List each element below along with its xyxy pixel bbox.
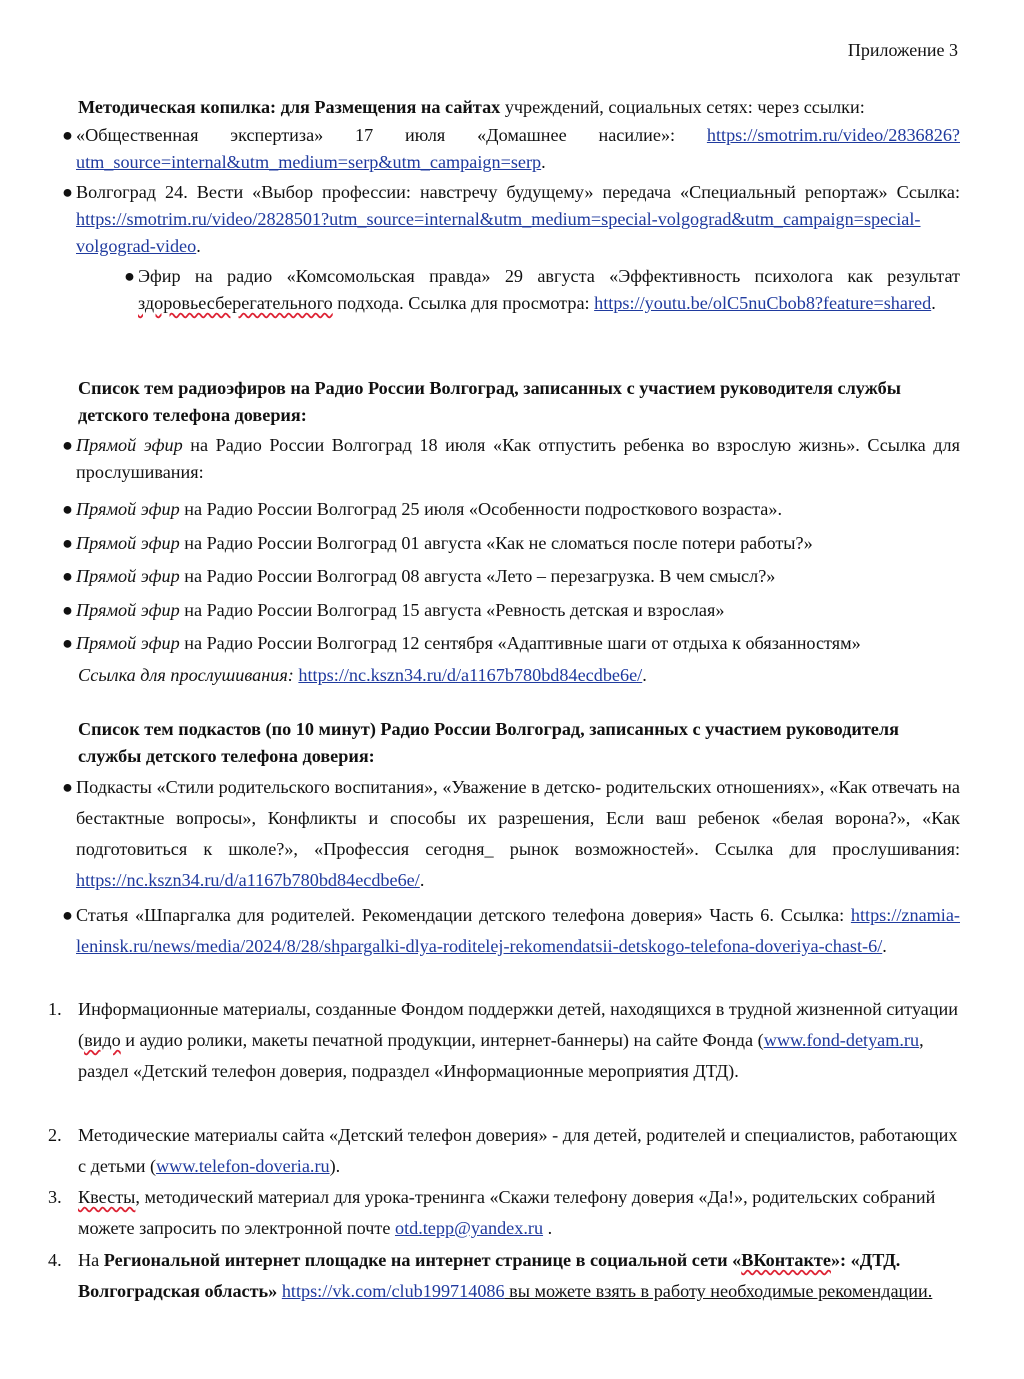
numbered-item-3 (48, 1182, 960, 1244)
spell-flag-word: Квесты (78, 1187, 136, 1207)
section1-heading-rest: учреждений, социальных сетях: через ссылки: (500, 97, 865, 117)
bullet-icon: ● (62, 777, 73, 797)
radio-listen-line (78, 662, 960, 689)
numbered-item-4 (48, 1245, 960, 1307)
bullet-icon: ● (62, 435, 73, 455)
spell-flag-word: видо (84, 1030, 121, 1050)
item-text: на Радио России Волгоград 01 августа «Как не сломаться после потери работы?» (179, 533, 813, 553)
item-after: . (882, 936, 887, 956)
section1-item-1 (62, 122, 960, 176)
item-text: на Радио России Волгоград 18 июля «Как отпустить ребенка во взрослую жизнь». Ссылка для прослушивания: (76, 435, 960, 482)
item-text-2: . (543, 1218, 553, 1238)
live-label: Прямой эфир (76, 600, 180, 620)
section1-item-2 (62, 179, 960, 260)
radio-item-4 (62, 563, 960, 590)
numbered-item-1 (48, 994, 960, 1087)
listen-label: Ссылка для прослушивания: (78, 665, 294, 685)
spell-flag-word: здоровьесберегательного (138, 293, 333, 313)
numbered-item-2 (48, 1120, 960, 1182)
item-number: 3. (48, 1187, 62, 1207)
item-after: . (419, 870, 425, 890)
live-label: Прямой эфир (76, 499, 180, 519)
section1-heading (78, 94, 960, 121)
item-text: на Радио России Волгоград 25 июля «Особенности подросткового возраста». (179, 499, 783, 519)
item-text-2: ). (329, 1156, 341, 1176)
item-text: на Радио России Волгоград 08 августа «Лето – перезагрузка. В чем смысл?» (179, 566, 776, 586)
item-text-3: вы можете взять в работу необходимые рекомендации. (504, 1281, 933, 1301)
item-text: на Радио России Волгоград 15 августа «Ревность детская и взрослая» (179, 600, 725, 620)
live-label: Прямой эфир (76, 533, 180, 553)
bold-text-2: »: «ДТД. Волгоградская область» (78, 1250, 901, 1301)
radio-item-2 (62, 496, 960, 523)
fond-detyam-link[interactable]: www.fond-detyam.ru (763, 1030, 920, 1050)
podcast-item-1 (62, 772, 960, 896)
bullet-icon: ● (62, 633, 73, 653)
bold-text: Региональной интернет площадке на интернет странице в социальной сети « (103, 1250, 742, 1270)
item-after: . (931, 293, 936, 313)
radio-item-5 (62, 597, 960, 624)
item-text: Статья «Шпаргалка для родителей. Рекомендации детского телефона доверия» Часть 6. Ссылка: (76, 905, 851, 925)
item-after: . (541, 152, 546, 172)
item-number: 2. (48, 1125, 62, 1145)
item-text: Волгоград 24. Вести «Выбор профессии: навстречу будущему» передача «Специальный репортаж» Ссылка: (76, 182, 960, 202)
article-item (62, 900, 960, 962)
live-label: Прямой эфир (76, 633, 180, 653)
listen-after: . (642, 665, 647, 685)
bullet-icon: ● (62, 499, 73, 519)
smotrim-link-1[interactable]: https://smotrim.ru/video/2836826?utm_source=internal&utm_medium=serp&utm_campaign=serp (76, 125, 960, 172)
bullet-icon: ● (124, 266, 135, 286)
item-text-2: и аудио ролики, макеты печатной продукции, интернет-баннеры) на сайте Фонда ( (120, 1030, 764, 1050)
bullet-icon: ● (62, 533, 73, 553)
item-text-3: , раздел «Детский телефон доверия, подраздел «Информационные мероприятия ДТД). (78, 1030, 924, 1081)
kszn-link-2[interactable]: https://nc.kszn34.ru/d/a1167b780bd84ecdbe6e/ (76, 870, 420, 890)
item-text: Методические материалы сайта «Детский телефон доверия» - для детей, родителей и специалистов, работающих с детьми ( (78, 1125, 958, 1176)
item-number: 4. (48, 1250, 62, 1270)
bullet-icon: ● (62, 600, 73, 620)
radio-item-1 (62, 432, 960, 486)
section2-heading: Список тем радиоэфиров на Радио России Волгоград, записанных с участием руководителя службы детского телефона доверия: (78, 378, 901, 425)
section3-heading: Список тем подкастов (по 10 минут) Радио России Волгоград, записанных с участием руководителя службы детского телефона доверия: (78, 719, 899, 766)
radio-item-3 (62, 530, 960, 557)
live-label: Прямой эфир (76, 566, 180, 586)
vk-link[interactable]: https://vk.com/club199714086 (281, 1281, 505, 1301)
item-text: на Радио России Волгоград 12 сентября «Адаптивные шаги от отдыха к обязанностям» (179, 633, 861, 653)
item-text: «Общественная экспертиза» 17 июля «Домашнее насилие»: (76, 125, 707, 145)
radio-item-6 (62, 630, 960, 657)
item-text: На (78, 1250, 104, 1270)
item-text-2: подхода. Ссылка для просмотра: (332, 293, 595, 313)
bullet-icon: ● (62, 125, 73, 145)
znamia-link[interactable]: https://znamia-leninsk.ru/news/media/2024/8/28/shpargalki-dlya-roditelej-rekomendatsii-detskogo-telefona-doveriya-chast-6/ (76, 905, 960, 956)
email-link[interactable]: otd.tepp@yandex.ru (394, 1218, 544, 1238)
item-text: , методический материал для урока-тренинга «Скажи телефону доверия «Да!», родительских собраний можете запросить по электронной почте (78, 1187, 936, 1238)
kszn-link-1[interactable]: https://nc.kszn34.ru/d/a1167b780bd84ecdbe6e/ (298, 665, 643, 685)
item-text: Эфир на радио «Комсомольская правда» 29 августа «Эффективность психолога как результат (138, 266, 960, 286)
item-after: . (196, 236, 201, 256)
item-number: 1. (48, 999, 62, 1019)
youtube-link[interactable]: https://youtu.be/olC5nuCbob8?feature=shared (594, 293, 932, 313)
item-text: Подкасты «Стили родительского воспитания», «Уважение в детско- родительских отношениях», «Как отвечать на бестактные вопросы», Конфликты и способы их разрешения, Если ваш ребенок «белая ворона?», «Как подготовиться к школе?», «Профессия сегодня_ рынок возможностей». Ссылка для прослушивания: (76, 777, 960, 859)
item-text: Информационные материалы, созданные Фондом поддержки детей, находящихся в трудной жизненной ситуации ( (78, 999, 959, 1050)
telefon-doveria-link[interactable]: www.telefon-doveria.ru (156, 1156, 330, 1176)
bullet-icon: ● (62, 566, 73, 586)
section1-item-3 (124, 263, 960, 317)
bullet-icon: ● (62, 182, 73, 202)
spell-flag-word: ВКонтакте (741, 1250, 831, 1270)
section1-heading-bold: Методическая копилка: для Размещения на сайтах (78, 97, 501, 117)
bullet-icon: ● (62, 905, 73, 925)
live-label: Прямой эфир (76, 435, 183, 455)
smotrim-link-2[interactable]: https://smotrim.ru/video/2828501?utm_source=internal&utm_medium=special-volgograd&utm_campaign=special-volgograd-video (76, 209, 921, 256)
appendix-label: Приложение 3 (847, 40, 958, 60)
